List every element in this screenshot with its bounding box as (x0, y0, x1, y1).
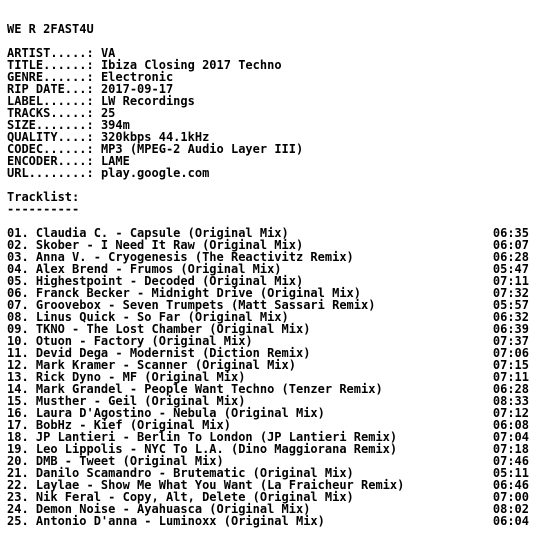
track-duration: 05:11 (492, 466, 529, 480)
track-duration: 07:46 (492, 454, 529, 468)
meta-value: VA (100, 46, 116, 60)
track-duration: 06:35 (492, 226, 529, 240)
release-info (7, 47, 529, 179)
meta-value: Electronic (100, 70, 174, 84)
track-title: 20. DMB - Tweet (Original Mix) (7, 454, 224, 468)
meta-value: 2017-09-17 (100, 82, 174, 96)
meta-key: ARTIST.....: (7, 46, 94, 60)
track-title: 08. Linus Quick - So Far (Original Mix) (7, 310, 289, 324)
track-title: 14. Mark Grandel - People Want Techno (Tenzer Remix) (7, 382, 383, 396)
meta-key: TRACKS.....: (7, 106, 94, 120)
meta-value: play.google.com (100, 166, 210, 180)
tracklist-rule: ---------- (7, 202, 80, 216)
meta-key: SIZE.......: (7, 118, 94, 132)
track-duration: 06:08 (492, 418, 529, 432)
track-title: 18. JP Lantieri - Berlin To London (JP Lantieri Remix) (7, 430, 398, 444)
track-duration: 08:33 (492, 394, 529, 408)
track-duration: 06:28 (492, 250, 529, 264)
track-title: 09. TKNO - The Lost Chamber (Original Mix) (7, 322, 311, 336)
track-duration: 05:57 (492, 298, 529, 312)
track-duration: 06:46 (492, 478, 529, 492)
meta-value: LAME (100, 154, 130, 168)
track-duration: 07:32 (492, 286, 529, 300)
track-duration: 08:02 (492, 502, 529, 516)
track-title: 16. Laura D'Agostino - Nebula (Original Mix) (7, 406, 325, 420)
track-duration: 06:04 (492, 514, 529, 528)
track-title: 21. Danilo Scamandro - Brutematic (Original Mix) (7, 466, 354, 480)
nfo-text-block (7, 23, 529, 527)
track-title: 05. Highestpoint - Decoded (Original Mix) (7, 274, 304, 288)
track-duration: 07:04 (492, 430, 529, 444)
track-duration: 07:18 (492, 442, 529, 456)
meta-value: 320kbps 44.1kHz (100, 130, 210, 144)
track-row (7, 515, 529, 527)
track-title: 19. Leo Lippolis - NYC To L.A. (Dino Maggiorana Remix) (7, 442, 398, 456)
track-duration: 07:11 (492, 370, 529, 384)
track-title: 11. Devid Dega - Modernist (Diction Remix) (7, 346, 311, 360)
track-title: 01. Claudia C. - Capsule (Original Mix) (7, 226, 289, 240)
track-title: 03. Anna V. - Cryogenesis (The Reactivitz Remix) (7, 250, 354, 264)
track-title: 04. Alex Brend - Frumos (Original Mix) (7, 262, 282, 276)
track-title: 17. BobHz - Kief (Original Mix) (7, 418, 231, 432)
track-title: 12. Mark Kramer - Scanner (Original Mix) (7, 358, 296, 372)
tracklist-title: Tracklist: (7, 190, 80, 204)
track-duration: 07:00 (492, 490, 529, 504)
meta-value: 394m (100, 118, 130, 132)
meta-key: LABEL......: (7, 94, 94, 108)
track-title: 25. Antonio D'anna - Luminoxx (Original Mix) (7, 514, 325, 528)
track-duration: 07:15 (492, 358, 529, 372)
meta-value: LW Recordings (100, 94, 195, 108)
track-duration: 06:07 (492, 238, 529, 252)
track-duration: 06:28 (492, 382, 529, 396)
track-title: 24. Demon Noise - Ayahuasca (Original Mix) (7, 502, 311, 516)
track-title: 07. Groovebox - Seven Trumpets (Matt Sassari Remix) (7, 298, 376, 312)
track-duration: 05:47 (492, 262, 529, 276)
track-title: 02. Skober - I Need It Raw (Original Mix) (7, 238, 304, 252)
track-title: 13. Rick Dyno - MF (Original Mix) (7, 370, 246, 384)
track-duration: 06:32 (492, 310, 529, 324)
meta-key: ENCODER....: (7, 154, 94, 168)
tracklist (7, 227, 529, 527)
meta-key: QUALITY....: (7, 130, 94, 144)
meta-value: 25 (100, 106, 116, 120)
release-group-header: WE R 2FAST4U (7, 22, 94, 36)
track-duration: 07:11 (492, 274, 529, 288)
meta-key: URL........: (7, 166, 94, 180)
meta-key: GENRE......: (7, 70, 94, 84)
track-title: 15. Musther - Geil (Original Mix) (7, 394, 246, 408)
meta-value: Ibiza Closing 2017 Techno (100, 58, 282, 72)
track-duration: 06:39 (492, 322, 529, 336)
meta-value: MP3 (MPEG-2 Audio Layer III) (100, 142, 304, 156)
track-title: 10. Otuon - Factory (Original Mix) (7, 334, 253, 348)
track-duration: 07:12 (492, 406, 529, 420)
track-title: 22. Laylae - Show Me What You Want (La Fraicheur Remix) (7, 478, 405, 492)
meta-key: RIP DATE...: (7, 82, 94, 96)
tracklist-heading (7, 191, 529, 215)
track-duration: 07:06 (492, 346, 529, 360)
track-duration: 07:37 (492, 334, 529, 348)
meta-key: CODEC......: (7, 142, 94, 156)
track-title: 23. Nik Feral - Copy, Alt, Delete (Original Mix) (7, 490, 354, 504)
meta-row-url (7, 167, 529, 179)
track-title: 06. Franck Becker - Midnight Drive (Original Mix) (7, 286, 362, 300)
meta-key: TITLE......: (7, 58, 94, 72)
